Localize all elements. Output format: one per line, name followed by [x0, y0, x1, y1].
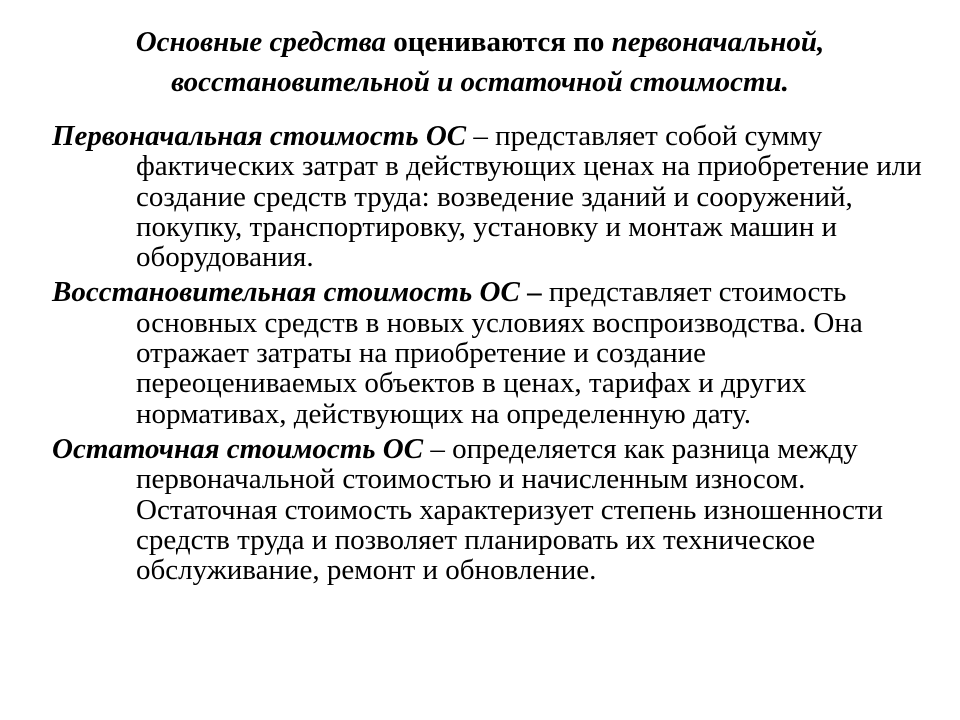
definition-paragraph-residual-cost — [52, 434, 922, 585]
definition-separator: – — [466, 120, 496, 152]
definition-separator: – — [423, 432, 453, 465]
title-part-1: Основные средства — [135, 26, 387, 58]
title-part-2: оцениваются по — [386, 26, 612, 58]
definition-paragraph-initial-cost — [52, 121, 922, 272]
slide-title-line-1 — [60, 22, 900, 62]
slide-title — [60, 22, 900, 102]
definition-text-initial-cost: представляет собой сумму фактических затрат в действующих ценах на приобретение или создание средств труда: возведение зданий и сооружений, покупку, транспортировку, установку и монтаж машин и оборудования. — [136, 120, 922, 274]
definition-paragraph-replacement-cost — [52, 277, 922, 428]
term-replacement-cost: Восстановительная стоимость ОС — [52, 276, 520, 309]
slide-title-line-2: восстановительной и остаточной стоимости. — [171, 66, 789, 98]
term-residual-cost: Остаточная стоимость ОС — [52, 432, 424, 465]
definition-separator: – — [519, 276, 549, 309]
definition-text-residual-cost: определяется как разница между первоначальной стоимостью и начисленным износом. Остаточная стоимость характеризует степень изношенности средств труда и позволяет планировать их техническое обслуживание, ремонт и обновление. — [136, 432, 884, 587]
term-initial-cost: Первоначальная стоимость ОС — [52, 120, 467, 152]
slide-content — [52, 121, 922, 590]
definition-text-replacement-cost: представляет стоимость основных средств в новых условиях воспроизводства. Она отражает затраты на приобретение и создание переоцениваемых объектов в ценах, тарифах и других нормативах, действующих на определенную дату. — [136, 276, 863, 430]
title-part-3: первоначальной, — [611, 26, 825, 58]
